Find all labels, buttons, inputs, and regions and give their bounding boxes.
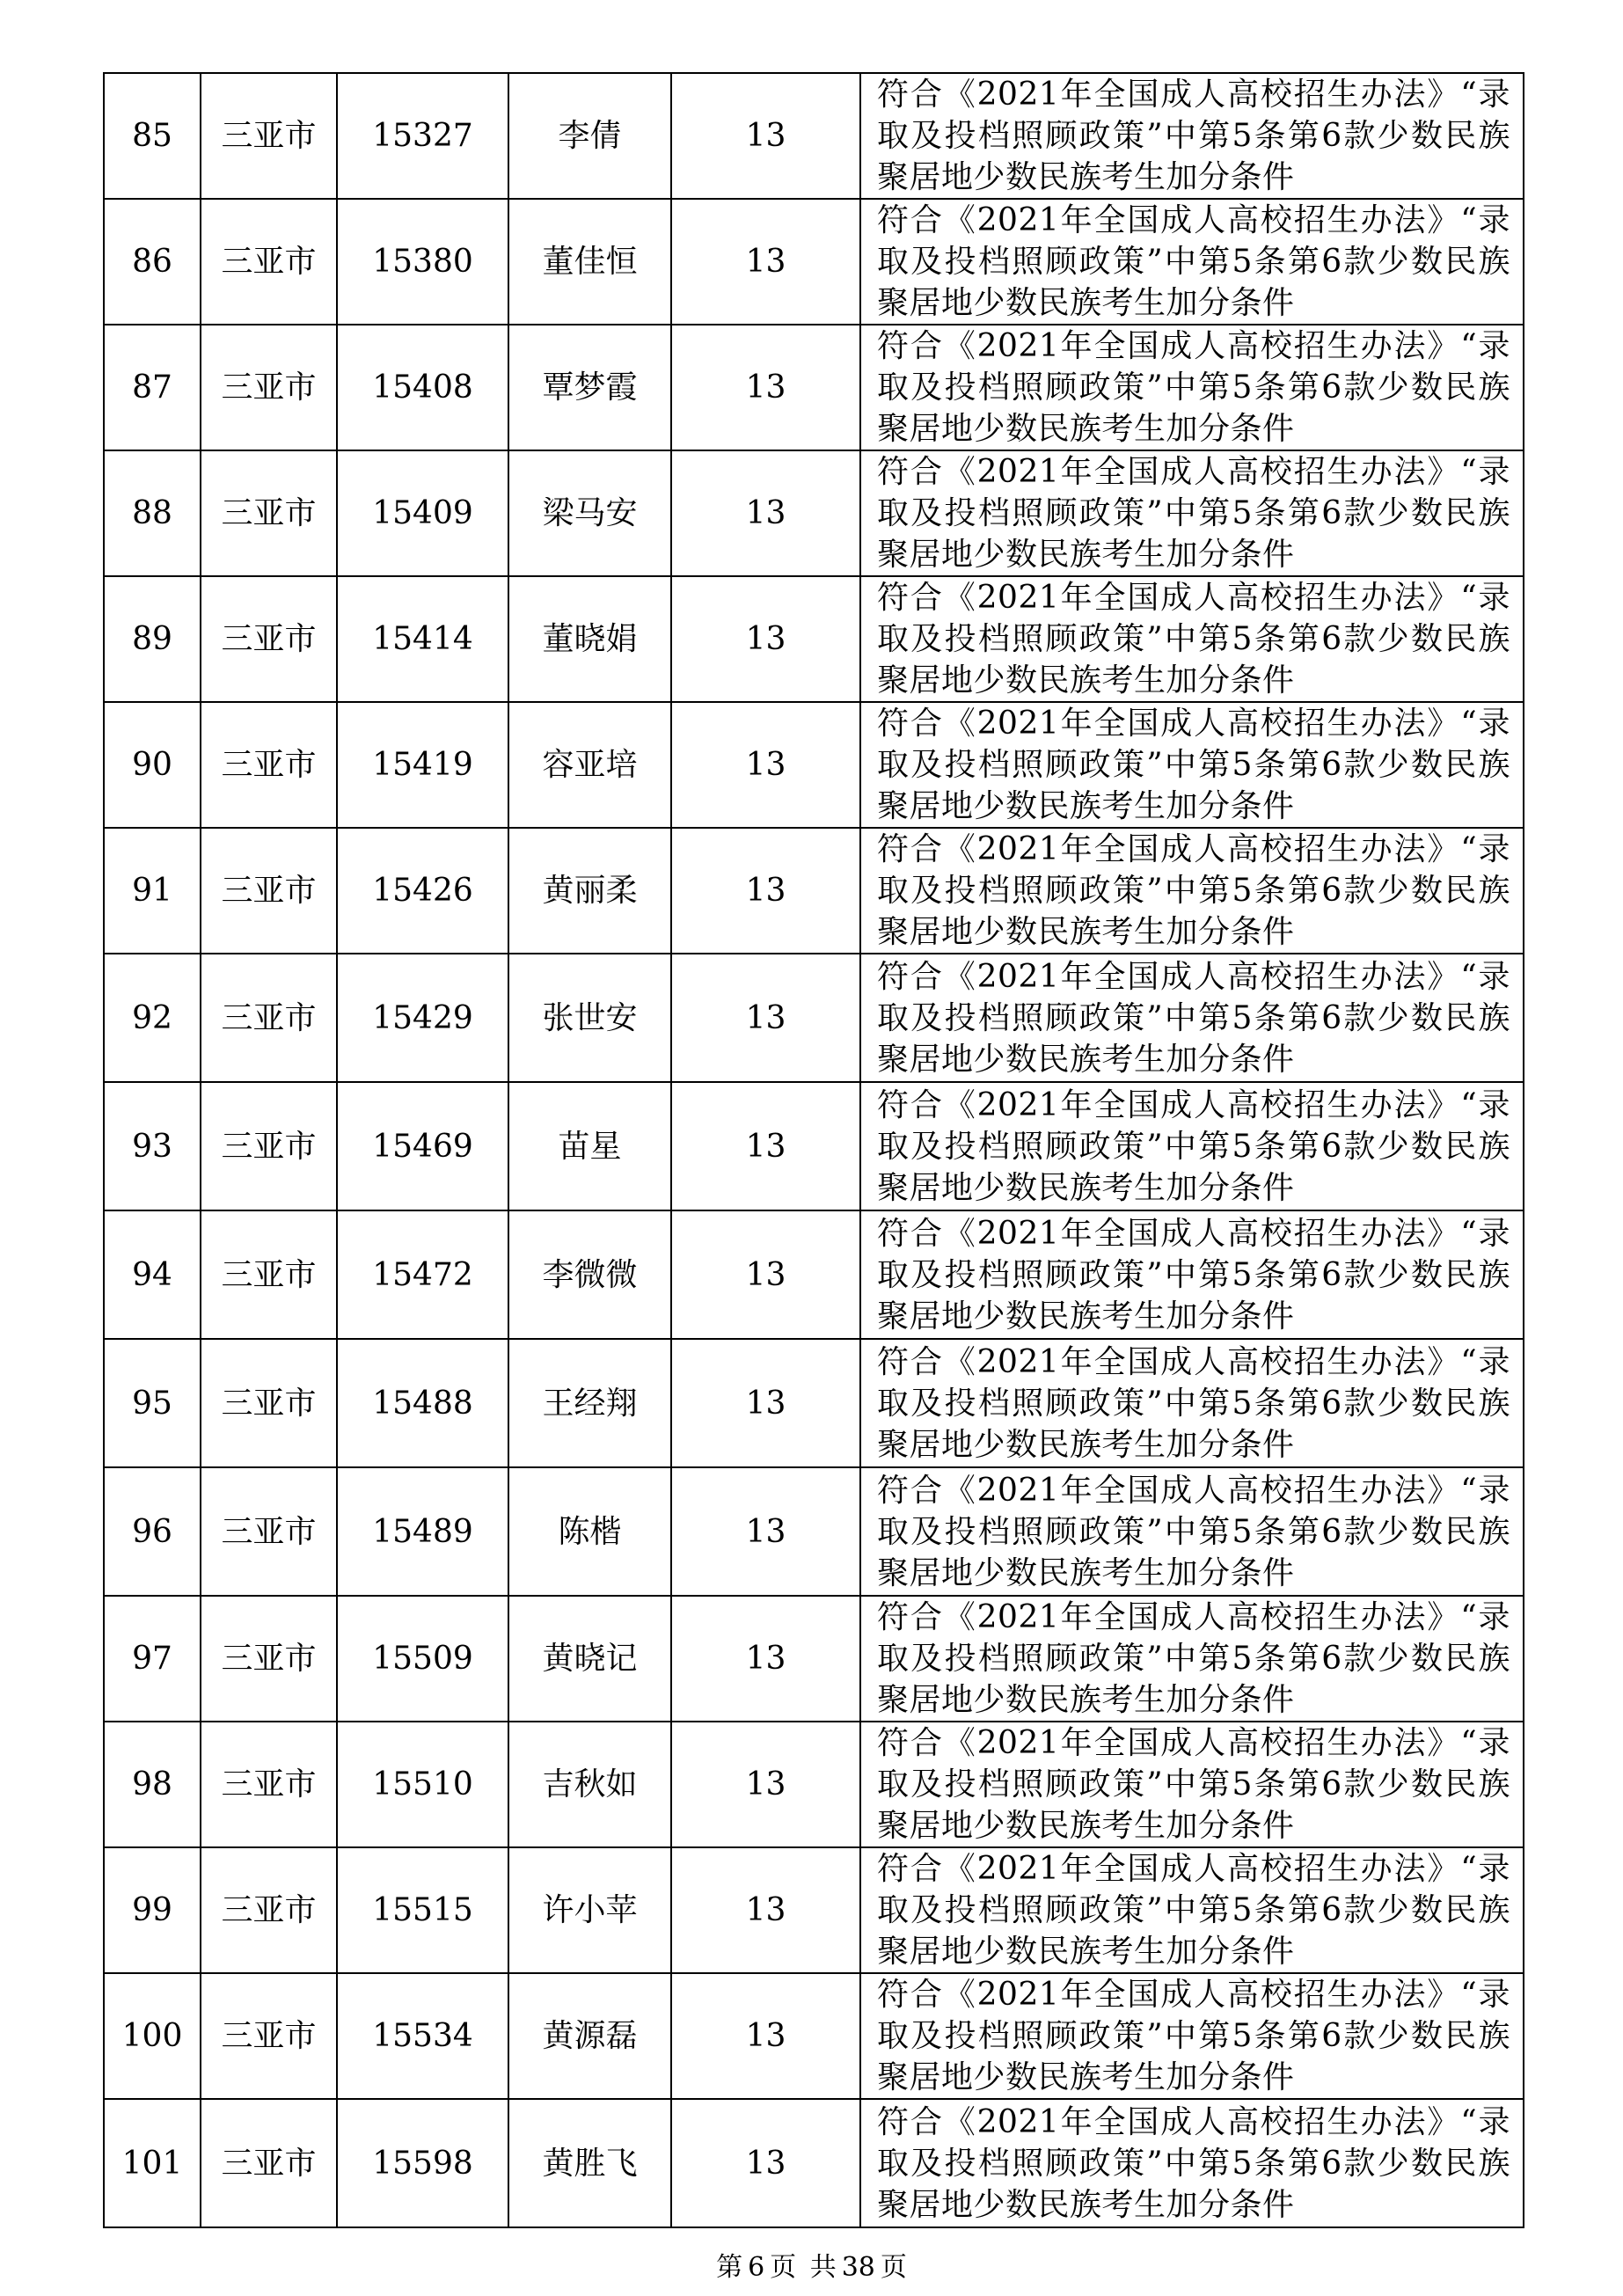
row-number-cell: 86	[104, 199, 201, 325]
reason-cell: 符合《2021年全国成人高校招生办法》“录取及投档照顾政策”中第5条第6款少数民族聚居地少数民族考生加分条件	[860, 702, 1524, 828]
bonus-score-cell: 13	[671, 1847, 860, 1973]
bonus-score-cell: 13	[671, 954, 860, 1082]
reason-cell: 符合《2021年全国成人高校招生办法》“录取及投档照顾政策”中第5条第6款少数民族聚居地少数民族考生加分条件	[860, 450, 1524, 576]
bonus-score-cell: 13	[671, 2099, 860, 2227]
city-cell: 三亚市	[201, 1082, 337, 1210]
table-row	[104, 1596, 1524, 1722]
reason-cell: 符合《2021年全国成人高校招生办法》“录取及投档照顾政策”中第5条第6款少数民族聚居地少数民族考生加分条件	[860, 1467, 1524, 1596]
city-cell: 三亚市	[201, 73, 337, 199]
bonus-score-cell: 13	[671, 199, 860, 325]
row-number-cell: 94	[104, 1210, 201, 1339]
candidate-name-cell: 黄晓记	[508, 1596, 671, 1722]
candidate-name-cell: 陈楷	[508, 1467, 671, 1596]
candidate-id-cell: 15380	[337, 199, 508, 325]
row-number-cell: 89	[104, 576, 201, 702]
footer-current-page: 6	[748, 2252, 765, 2283]
row-number-cell: 93	[104, 1082, 201, 1210]
row-number-cell: 101	[104, 2099, 201, 2227]
bonus-score-cell: 13	[671, 1339, 860, 1467]
row-number-cell: 100	[104, 1973, 201, 2099]
row-number-cell: 91	[104, 828, 201, 954]
table-row	[104, 576, 1524, 702]
candidate-id-cell: 15419	[337, 702, 508, 828]
reason-cell: 符合《2021年全国成人高校招生办法》“录取及投档照顾政策”中第5条第6款少数民族聚居地少数民族考生加分条件	[860, 199, 1524, 325]
reason-cell: 符合《2021年全国成人高校招生办法》“录取及投档照顾政策”中第5条第6款少数民族聚居地少数民族考生加分条件	[860, 1082, 1524, 1210]
bonus-score-cell: 13	[671, 1467, 860, 1596]
table-row	[104, 1722, 1524, 1847]
table-row	[104, 199, 1524, 325]
candidate-id-cell: 15472	[337, 1210, 508, 1339]
candidate-id-cell: 15510	[337, 1722, 508, 1847]
candidate-name-cell: 李微微	[508, 1210, 671, 1339]
city-cell: 三亚市	[201, 1210, 337, 1339]
candidate-name-cell: 吉秋如	[508, 1722, 671, 1847]
city-cell: 三亚市	[201, 199, 337, 325]
candidate-id-cell: 15429	[337, 954, 508, 1082]
row-number-cell: 96	[104, 1467, 201, 1596]
bonus-score-cell: 13	[671, 73, 860, 199]
row-number-cell: 90	[104, 702, 201, 828]
reason-cell: 符合《2021年全国成人高校招生办法》“录取及投档照顾政策”中第5条第6款少数民族聚居地少数民族考生加分条件	[860, 1339, 1524, 1467]
city-cell: 三亚市	[201, 325, 337, 450]
candidate-id-cell: 15509	[337, 1596, 508, 1722]
candidate-id-cell: 15426	[337, 828, 508, 954]
table-row	[104, 2099, 1524, 2227]
table-row	[104, 828, 1524, 954]
bonus-score-cell: 13	[671, 450, 860, 576]
candidate-name-cell: 容亚培	[508, 702, 671, 828]
table-row	[104, 450, 1524, 576]
candidate-name-cell: 张世安	[508, 954, 671, 1082]
reason-cell: 符合《2021年全国成人高校招生办法》“录取及投档照顾政策”中第5条第6款少数民族聚居地少数民族考生加分条件	[860, 1210, 1524, 1339]
city-cell: 三亚市	[201, 1467, 337, 1596]
page-footer	[0, 2245, 1623, 2284]
candidate-id-cell: 15515	[337, 1847, 508, 1973]
bonus-score-cell: 13	[671, 1722, 860, 1847]
candidate-name-cell: 黄源磊	[508, 1973, 671, 2099]
table-row	[104, 1210, 1524, 1339]
bonus-score-cell: 13	[671, 1210, 860, 1339]
row-number-cell: 99	[104, 1847, 201, 1973]
reason-cell: 符合《2021年全国成人高校招生办法》“录取及投档照顾政策”中第5条第6款少数民族聚居地少数民族考生加分条件	[860, 576, 1524, 702]
candidate-name-cell: 黄丽柔	[508, 828, 671, 954]
table-row	[104, 1082, 1524, 1210]
candidate-id-cell: 15489	[337, 1467, 508, 1596]
city-cell: 三亚市	[201, 1722, 337, 1847]
row-number-cell: 87	[104, 325, 201, 450]
candidate-name-cell: 黄胜飞	[508, 2099, 671, 2227]
reason-cell: 符合《2021年全国成人高校招生办法》“录取及投档照顾政策”中第5条第6款少数民族聚居地少数民族考生加分条件	[860, 1596, 1524, 1722]
city-cell: 三亚市	[201, 1339, 337, 1467]
city-cell: 三亚市	[201, 2099, 337, 2227]
city-cell: 三亚市	[201, 828, 337, 954]
city-cell: 三亚市	[201, 1847, 337, 1973]
row-number-cell: 98	[104, 1722, 201, 1847]
candidate-name-cell: 苗星	[508, 1082, 671, 1210]
table-body	[104, 73, 1524, 2227]
table-row	[104, 954, 1524, 1082]
bonus-score-cell: 13	[671, 1596, 860, 1722]
candidate-id-cell: 15469	[337, 1082, 508, 1210]
table-row	[104, 73, 1524, 199]
candidate-id-cell: 15409	[337, 450, 508, 576]
candidate-id-cell: 15534	[337, 1973, 508, 2099]
bonus-score-cell: 13	[671, 702, 860, 828]
table-row	[104, 1973, 1524, 2099]
footer-suffix: 页	[880, 2252, 907, 2283]
bonus-score-cell: 13	[671, 576, 860, 702]
candidate-name-cell: 董佳恒	[508, 199, 671, 325]
table-row	[104, 1847, 1524, 1973]
row-number-cell: 88	[104, 450, 201, 576]
reason-cell: 符合《2021年全国成人高校招生办法》“录取及投档照顾政策”中第5条第6款少数民族聚居地少数民族考生加分条件	[860, 73, 1524, 199]
row-number-cell: 95	[104, 1339, 201, 1467]
reason-cell: 符合《2021年全国成人高校招生办法》“录取及投档照顾政策”中第5条第6款少数民族聚居地少数民族考生加分条件	[860, 954, 1524, 1082]
bonus-score-cell: 13	[671, 828, 860, 954]
table-row	[104, 1339, 1524, 1467]
footer-middle: 页 共	[770, 2252, 837, 2283]
reason-cell: 符合《2021年全国成人高校招生办法》“录取及投档照顾政策”中第5条第6款少数民族聚居地少数民族考生加分条件	[860, 1847, 1524, 1973]
bonus-score-cell: 13	[671, 1973, 860, 2099]
footer-prefix: 第	[716, 2252, 743, 2283]
candidate-id-cell: 15414	[337, 576, 508, 702]
candidate-id-cell: 15488	[337, 1339, 508, 1467]
row-number-cell: 97	[104, 1596, 201, 1722]
city-cell: 三亚市	[201, 576, 337, 702]
city-cell: 三亚市	[201, 1973, 337, 2099]
bonus-points-table	[103, 72, 1524, 2228]
reason-cell: 符合《2021年全国成人高校招生办法》“录取及投档照顾政策”中第5条第6款少数民族聚居地少数民族考生加分条件	[860, 2099, 1524, 2227]
table-row	[104, 702, 1524, 828]
table-row	[104, 325, 1524, 450]
bonus-score-cell: 13	[671, 1082, 860, 1210]
candidate-name-cell: 许小苹	[508, 1847, 671, 1973]
reason-cell: 符合《2021年全国成人高校招生办法》“录取及投档照顾政策”中第5条第6款少数民族聚居地少数民族考生加分条件	[860, 1722, 1524, 1847]
city-cell: 三亚市	[201, 1596, 337, 1722]
candidate-name-cell: 王经翔	[508, 1339, 671, 1467]
bonus-score-cell: 13	[671, 325, 860, 450]
reason-cell: 符合《2021年全国成人高校招生办法》“录取及投档照顾政策”中第5条第6款少数民族聚居地少数民族考生加分条件	[860, 325, 1524, 450]
table-row	[104, 1467, 1524, 1596]
city-cell: 三亚市	[201, 954, 337, 1082]
candidate-name-cell: 董晓娟	[508, 576, 671, 702]
city-cell: 三亚市	[201, 702, 337, 828]
candidate-id-cell: 15408	[337, 325, 508, 450]
row-number-cell: 85	[104, 73, 201, 199]
reason-cell: 符合《2021年全国成人高校招生办法》“录取及投档照顾政策”中第5条第6款少数民族聚居地少数民族考生加分条件	[860, 828, 1524, 954]
city-cell: 三亚市	[201, 450, 337, 576]
row-number-cell: 92	[104, 954, 201, 1082]
reason-cell: 符合《2021年全国成人高校招生办法》“录取及投档照顾政策”中第5条第6款少数民族聚居地少数民族考生加分条件	[860, 1973, 1524, 2099]
candidate-name-cell: 覃梦霞	[508, 325, 671, 450]
candidate-name-cell: 梁马安	[508, 450, 671, 576]
candidate-name-cell: 李倩	[508, 73, 671, 199]
candidate-id-cell: 15327	[337, 73, 508, 199]
footer-total-pages: 38	[841, 2252, 875, 2283]
candidate-id-cell: 15598	[337, 2099, 508, 2227]
